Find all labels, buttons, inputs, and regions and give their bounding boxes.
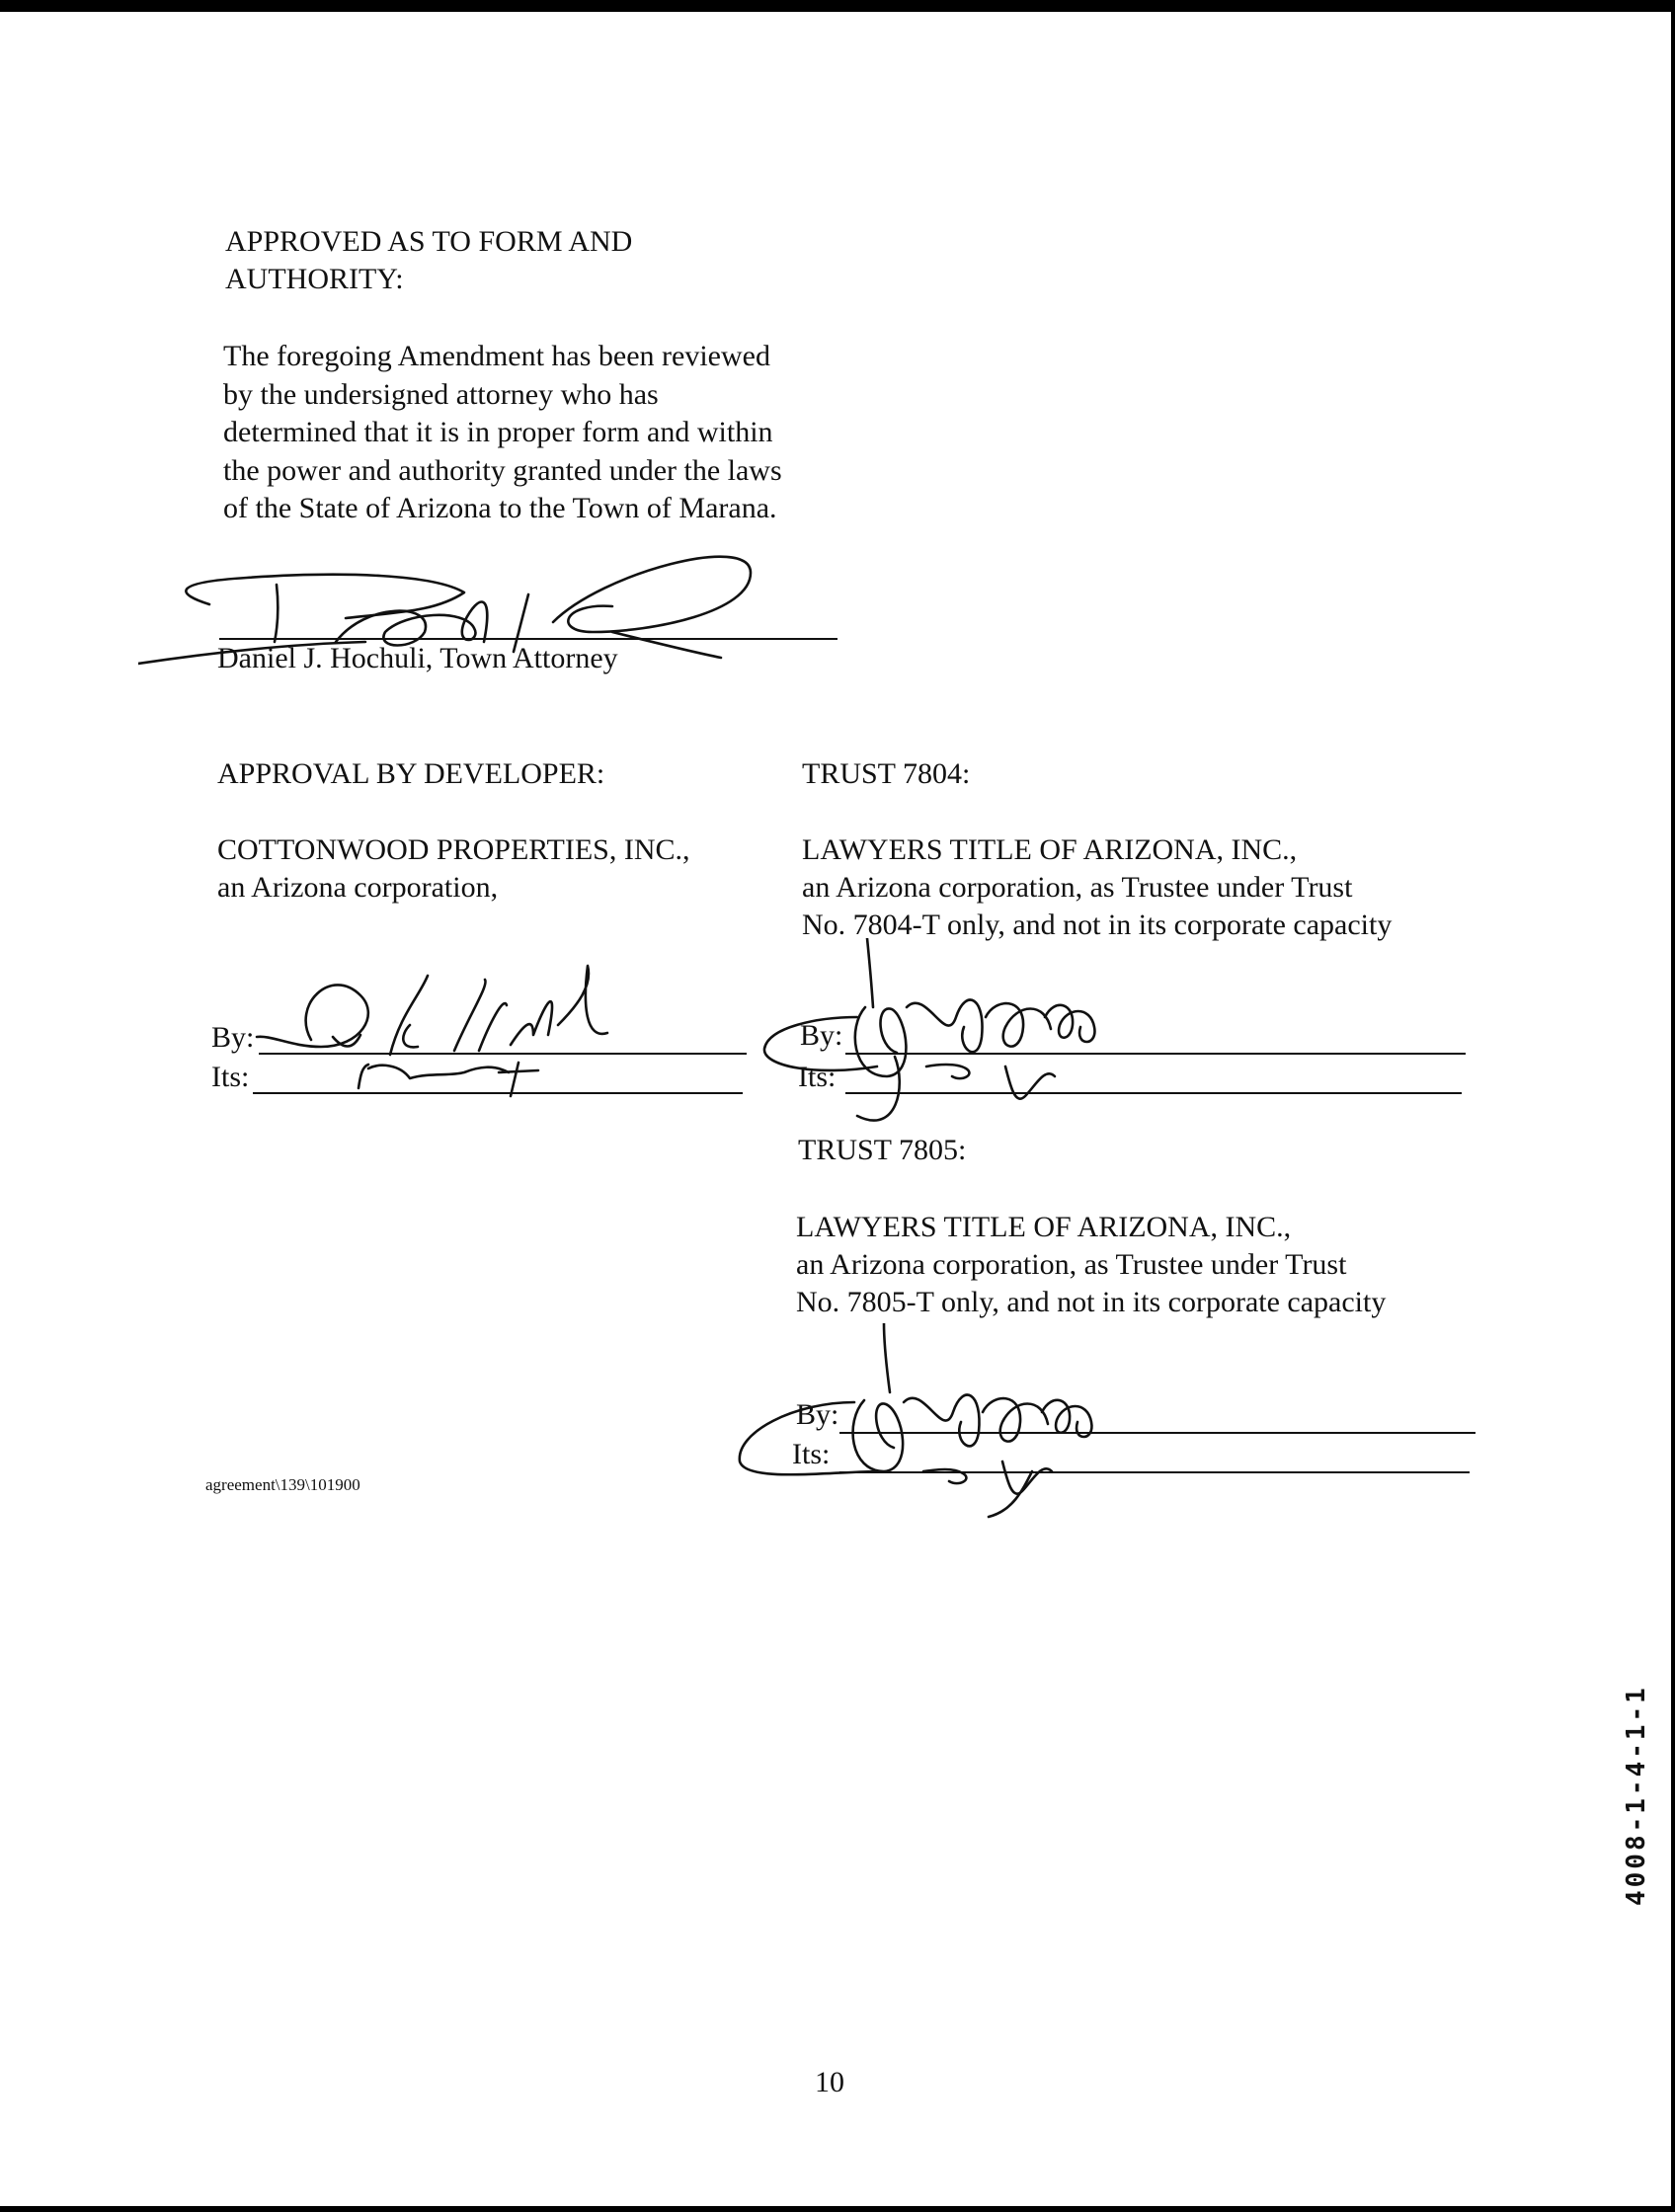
trust-7804-its-label: Its:: [798, 1061, 837, 1093]
approval-body-line3: determined that it is in proper form and within: [223, 416, 773, 448]
developer-heading: APPROVAL BY DEVELOPER:: [217, 757, 605, 790]
developer-company-desc: an Arizona corporation,: [217, 871, 499, 904]
page-number: 10: [815, 2066, 844, 2098]
trust-7804-desc-line2: No. 7804-T only, and not in its corporate capacity: [802, 908, 1393, 941]
trust-7805-by-label: By:: [796, 1398, 839, 1431]
scan-border-right: [1671, 0, 1675, 2212]
trust-7805-its-label: Its:: [792, 1438, 831, 1470]
trust-7804-signature: [758, 938, 1193, 1136]
trust-7804-by-label: By:: [800, 1019, 843, 1052]
trust-7805-company: LAWYERS TITLE OF ARIZONA, INC.,: [796, 1211, 1292, 1243]
developer-signature: [252, 956, 667, 1104]
trust-7804-desc-line1: an Arizona corporation, as Trustee under Trust: [802, 871, 1353, 904]
trust-7805-heading: TRUST 7805:: [798, 1134, 967, 1166]
file-reference: agreement\139\101900: [205, 1475, 360, 1494]
approval-body-line4: the power and authority granted under the laws: [223, 454, 782, 487]
approval-body-line5: of the State of Arizona to the Town of Marana.: [223, 492, 777, 524]
scan-border-bottom: [0, 2206, 1675, 2212]
developer-its-label: Its:: [211, 1061, 250, 1093]
approval-body-line2: by the undersigned attorney who has: [223, 378, 659, 411]
side-stamp: 4008-1-4-1-1: [1622, 1685, 1651, 1906]
developer-by-label: By:: [211, 1021, 255, 1054]
developer-company: COTTONWOOD PROPERTIES, INC.,: [217, 833, 690, 866]
attorney-name: Daniel J. Hochuli, Town Attorney: [217, 642, 618, 674]
attorney-signature: [138, 533, 770, 681]
trust-7804-heading: TRUST 7804:: [802, 757, 971, 790]
scan-border-top: [0, 0, 1675, 12]
trust-7805-desc-line1: an Arizona corporation, as Trustee under Trust: [796, 1248, 1347, 1281]
approval-body-line1: The foregoing Amendment has been reviewed: [223, 340, 770, 372]
trust-7805-signature: [736, 1323, 1190, 1521]
approval-heading-line1: APPROVED AS TO FORM AND: [225, 225, 633, 258]
trust-7805-desc-line2: No. 7805-T only, and not in its corporate capacity: [796, 1286, 1387, 1318]
approval-heading-line2: AUTHORITY:: [225, 263, 404, 295]
trust-7804-company: LAWYERS TITLE OF ARIZONA, INC.,: [802, 833, 1298, 866]
